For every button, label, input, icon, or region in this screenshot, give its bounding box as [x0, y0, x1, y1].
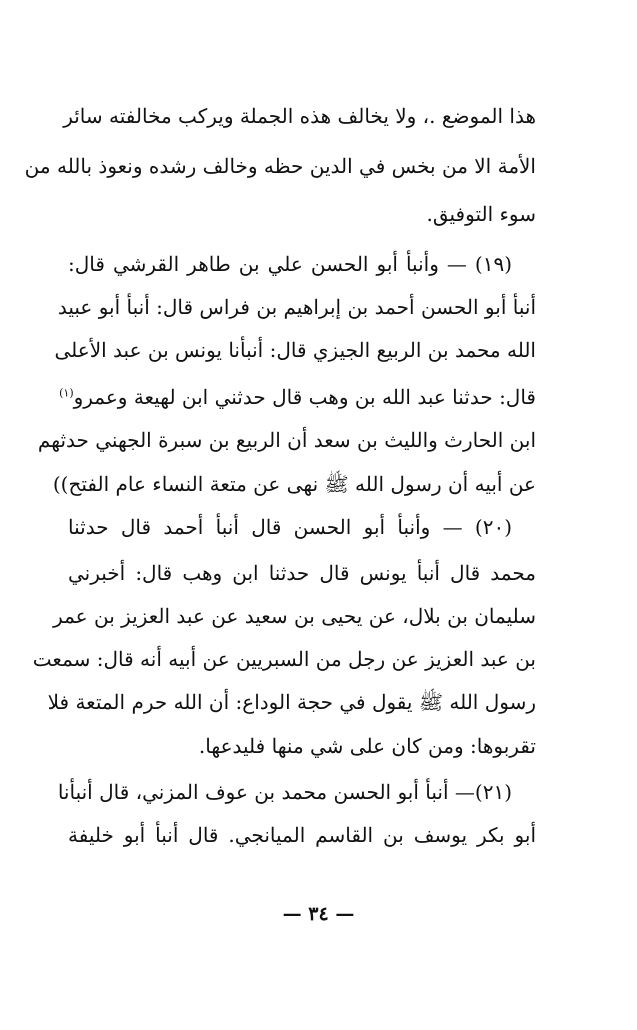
document-page	[24, 0, 536, 1030]
text-line-16: (٢١)— أنبأ أبو الحسن محمد بن عوف المزني، قال أنبأنا	[57, 780, 512, 804]
text-line-12: سليمان بن بلال، عن يحيى بن سعيد عن عبد العزيز بن عمر	[53, 604, 536, 628]
text-line-1: هذا الموضع .، ولا يخالف هذه الجملة ويركب مخالفته سائر	[63, 104, 536, 128]
text-line-11: محمد قال أنبأ يونس قال حدثنا ابن وهب قال: أخبرني	[68, 561, 536, 585]
text-line-6: الله محمد بن الربيع الجيزي قال: أنبأنا يونس بن عبد الأعلى	[54, 338, 536, 362]
page-number: — ٣٤ —	[282, 903, 355, 925]
text-line-4: (١٩) — وأنبأ أبو الحسن علي بن طاهر القرشي قال:	[68, 252, 512, 276]
text-line-13: بن عبد العزيز عن رجل من السبريين عن أبيه أنه قال: سمعت	[32, 647, 536, 671]
footnote-marker: (١)	[59, 386, 74, 400]
text-line-7	[59, 375, 536, 419]
text-line-17: أبو بكر يوسف بن القاسم الميانجي. قال أنبأ أبو خليفة	[68, 823, 536, 847]
text-line-2: الأمة الا من بخس في الدين حظه وخالف رشده ونعوذ بالله من	[24, 154, 536, 178]
text-line-15: تقربوها: ومن كان على شي منها فليدعها.	[198, 734, 536, 758]
text-line-10: (٢٠) — وأنبأ أبو الحسن قال أنبأ أحمد قال حدثنا	[68, 515, 512, 539]
text-line-9: عن أبيه أن رسول الله ﷺ نهى عن متعة النساء عام الفتح))	[52, 472, 536, 496]
text-line-8: ابن الحارث والليث بن سعد أن الربيع بن سبرة الجهني حدثهم	[37, 428, 536, 452]
text-line-14: رسول الله ﷺ يقول في حجة الوداع: أن الله حرم المتعة فلا	[47, 690, 536, 714]
text-line-3: سوء التوفيق.	[426, 202, 536, 226]
text-line-5: أنبأ أبو الحسن أحمد بن إبراهيم بن فراس قال: أنبأ أبو عبيد	[57, 295, 536, 319]
text-line-7-body: قال: حدثنا عبد الله بن وهب قال حدثني ابن لهيعة وعمرو	[73, 385, 536, 409]
